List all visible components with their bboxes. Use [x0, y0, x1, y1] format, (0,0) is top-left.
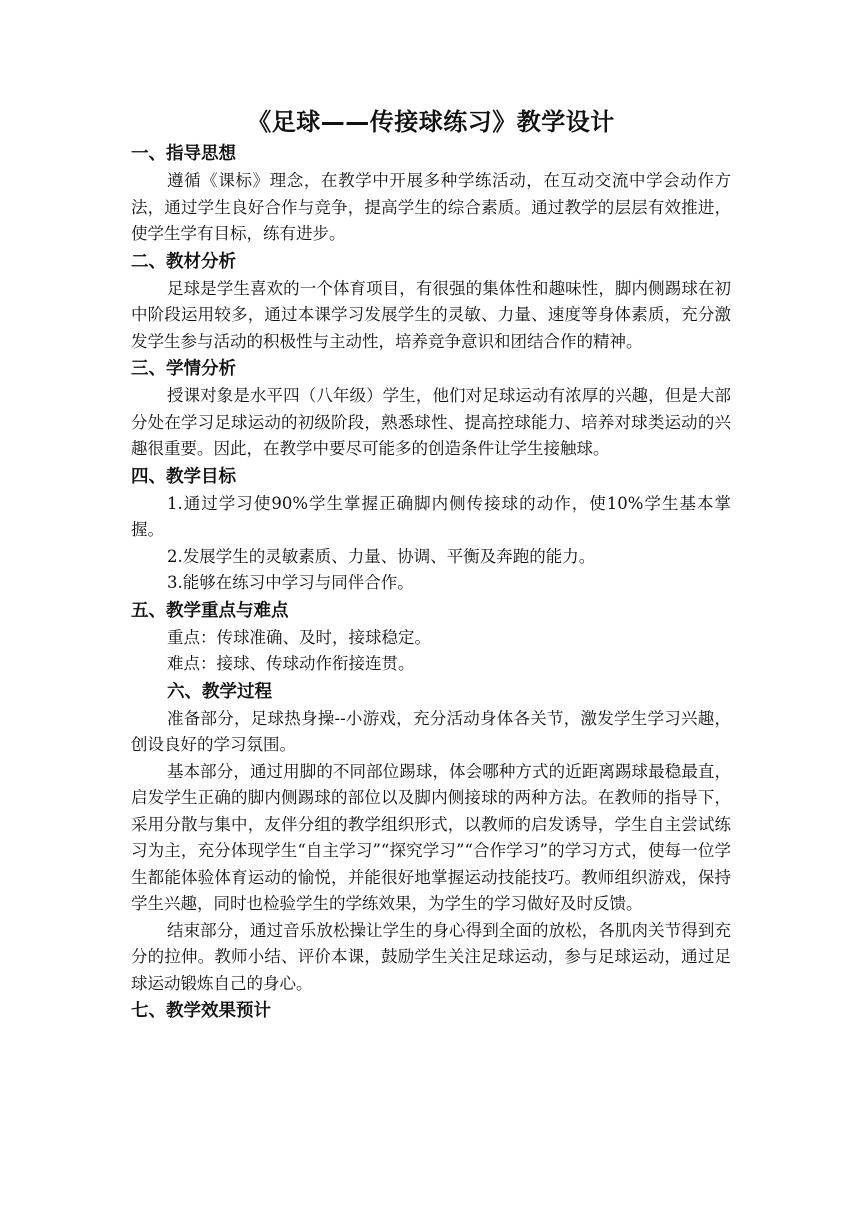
- difficult-point: 难点：接球、传球动作衔接连贯。: [167, 654, 415, 673]
- goal-item-1: 1.通过学习使90%学生掌握正确脚内侧传接球的动作，使10%学生基本掌握。: [131, 493, 731, 539]
- section-heading-teaching-goals: 四、教学目标: [131, 466, 236, 487]
- paragraph-preparation-part: 准备部分，足球热身操--小游戏，充分活动身体各关节，激发学生学习兴趣，创设良好的学习氛围。: [131, 708, 731, 754]
- paragraph-material-analysis: 足球是学生喜欢的一个体育项目，有很强的集体性和趣味性，脚内侧踢球在初中阶段运用较多，通过本课学习发展学生的灵敏、力量、速度等身体素质，充分激发学生参与活动的积极性与主动性，培养竞争意识和团结合作的精神。: [131, 278, 731, 351]
- section-heading-expected-effect: 七、教学效果预计: [131, 1001, 271, 1021]
- paragraph-guiding-thought: 遵循《课标》理念，在教学中开展多种学练活动，在互动交流中学会动作方法，通过学生良好合作与竞争，提高学生的综合素质。通过教学的层层有效推进，使学生学有目标，练有进步。: [131, 171, 731, 243]
- paragraph-ending-part: 结束部分，通过音乐放松操让学生的身心得到全面的放松，各肌肉关节得到充分的拉伸。教师小结、评价本课，鼓励学生关注足球运动，参与足球运动，通过足球运动锻炼自己的身心。: [131, 920, 731, 993]
- section-heading-key-points: 五、教学重点与难点: [131, 600, 289, 621]
- section-heading-guiding-thought: 一、指导思想: [131, 144, 236, 164]
- section-heading-teaching-process: 六、教学过程: [167, 681, 272, 702]
- document-body: [131, 106, 731, 1025]
- document-title: 《足球——传接球练习》教学设计: [247, 108, 615, 136]
- goal-item-3: 3.能够在练习中学习与同伴合作。: [167, 573, 414, 592]
- goal-item-2: 2.发展学生的灵敏素质、力量、协调、平衡及奔跑的能力。: [167, 546, 596, 566]
- key-point: 重点：传球准确、及时，接球稳定。: [167, 627, 431, 647]
- section-heading-student-analysis: 三、学情分析: [131, 359, 236, 379]
- section-heading-material-analysis: 二、教材分析: [131, 251, 236, 272]
- paragraph-basic-part: 基本部分，通过用脚的不同部位踢球，体会哪种方式的近距离踢球最稳最直，启发学生正确的脚内侧踢球的部位以及脚内侧接球的两种方法。在教师的指导下，采用分散与集中，友伴分组的教学组织形式，以教师的启发诱导，学生自主尝试练习为主，充分体现学生“自主学习”“探究学习”“合作学习”的学习方式，使每一位学生都能体验体育运动的愉悦，并能很好地掌握运动技能技巧。教师组织游戏，保持学生兴趣，同时也检验学生的学练效果，为学生的学习做好及时反馈。: [131, 761, 731, 913]
- paragraph-student-analysis: 授课对象是水平四（八年级）学生，他们对足球运动有浓厚的兴趣，但是大部分处在学习足球运动的初级阶段，熟悉球性、提高控球能力、培养对球类运动的兴趣很重要。因此，在教学中要尽可能多的创造条件让学生接触球。: [131, 386, 731, 458]
